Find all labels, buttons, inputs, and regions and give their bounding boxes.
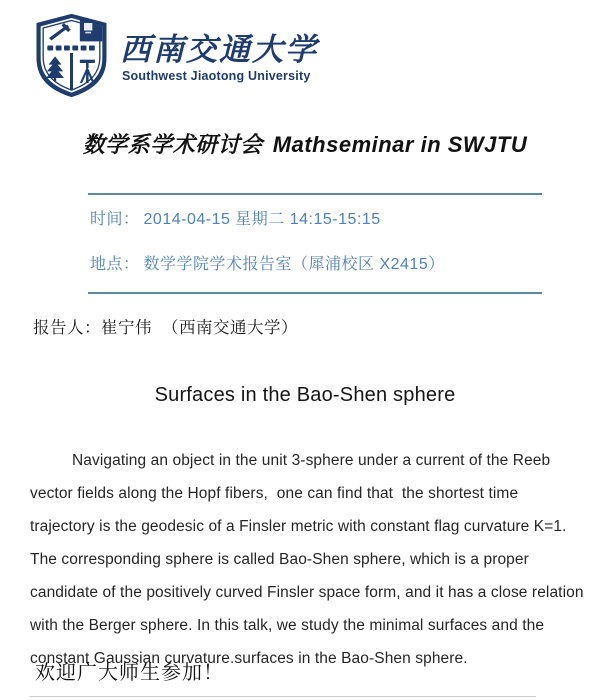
place-value: 数学学院学术报告室（犀浦校区 X2415）	[143, 256, 445, 273]
university-name-chinese: 西南交通大学	[120, 32, 318, 68]
university-name-block	[120, 13, 318, 83]
university-header	[34, 13, 318, 98]
seminar-series-title	[0, 128, 610, 159]
place-line	[90, 255, 542, 275]
bottom-divider	[30, 696, 536, 697]
swjtu-shield-emblem-icon	[34, 13, 109, 98]
time-place-box	[88, 193, 542, 294]
seminar-series-title-chinese: 数学系学术研讨会	[82, 132, 263, 157]
seminar-series-title-english: Mathseminar in SWJTU	[272, 132, 528, 157]
place-label: 地点：	[90, 256, 140, 273]
university-name-english: Southwest Jiaotong University	[122, 68, 311, 83]
talk-title: Surfaces in the Bao-Shen sphere	[154, 384, 456, 406]
time-line	[90, 210, 542, 230]
speaker-name: 崔宁伟	[101, 319, 152, 337]
time-value: 2014-04-15 星期二 14:15-15:15	[143, 211, 381, 228]
speaker-line	[33, 314, 298, 338]
welcome-message: 欢迎广大师生参加！	[35, 660, 224, 684]
talk-abstract: Navigating an object in the unit 3-sphere under a current of the Reeb vector fields along the Hopf fibers, one can find that the shortest time trajectory is the geodesic of a Finsler metric with constant flag curvature K=1. The corresponding sphere is called Bao-Shen sphere, which is a proper candidate of the positively curved Finsler space form, and it has a close relation with the Berger sphere. In this talk, we study the minimal surfaces and the constant Gaussian curvature.surfaces in the Bao-Shen sphere.	[30, 452, 588, 667]
time-label: 时间：	[90, 211, 140, 228]
speaker-label: 报告人：	[33, 319, 101, 337]
speaker-affiliation: （西南交通大学）	[162, 319, 298, 337]
